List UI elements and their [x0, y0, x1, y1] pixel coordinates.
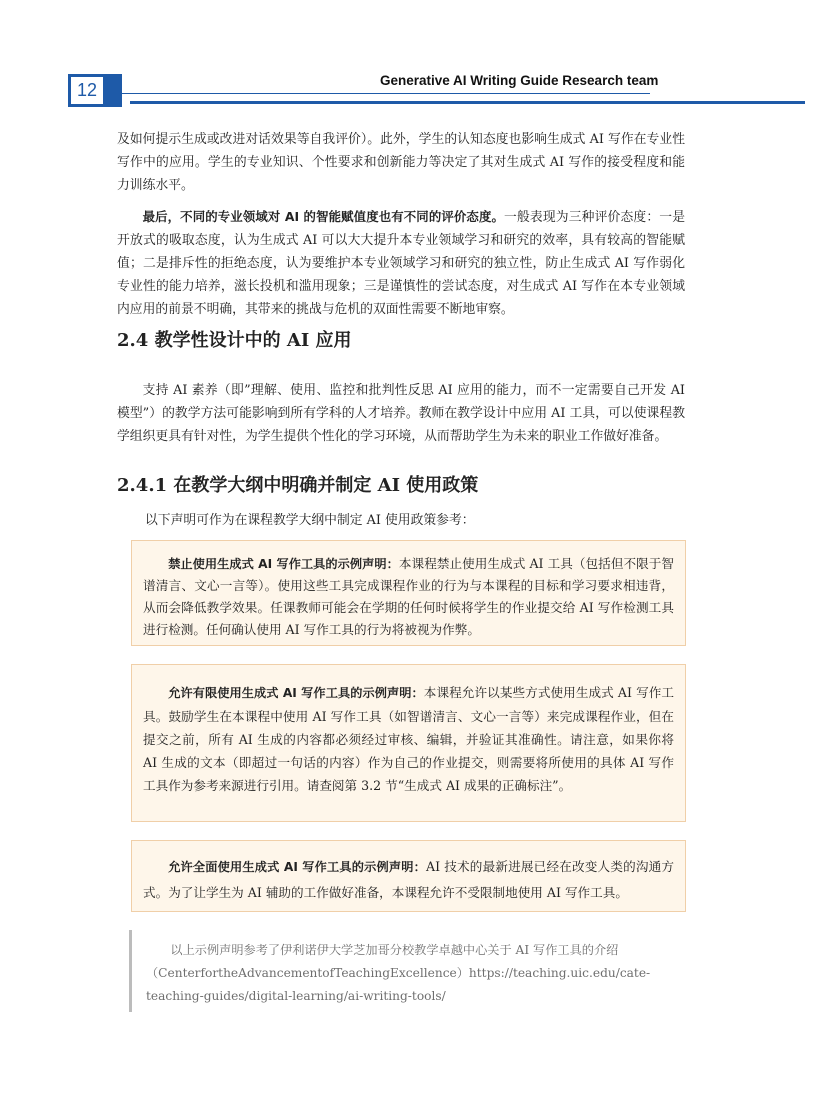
paragraph-evaluation-attitudes: [117, 205, 685, 321]
policy-lead: 允许有限使用生成式 AI 写作工具的示例声明：: [168, 686, 424, 700]
section-paragraph: 支持 AI 素养（即”理解、使用、监控和批判性反思 AI 应用的能力，而不一定需要自己开发 AI 模型”）的教学方法可能影响到所有学科的人才培养。教师在教学设计中应用 AI 工具，可以使课程教学组织更具有针对性，为学生提供个性化的学习环境，从而帮助学生为未来的职业工作做好准备。: [117, 382, 685, 444]
section-heading: 2.4 教学性设计中的 AI 应用: [117, 330, 352, 351]
policy-lead: 允许全面使用生成式 AI 写作工具的示例声明：: [168, 860, 426, 874]
policy-statement: [143, 681, 674, 797]
paragraph-body: 一般表现为三种评价态度：一是开放式的吸取态度，认为生成式 AI 可以大大提升本专业领域学习和研究的效率，具有较高的智能赋值；二是排斥性的拒绝态度，认为要维护本专业领域学习和研究的独立性，防止生成式 AI 写作弱化专业性的能力培养，滋长投机和滥用现象；三是谨慎性的尝试态度，对生成式 AI 写作在本专业领域内应用的前景不明确，其带来的挑战与危机的双面性需要不断地审察。: [117, 210, 686, 317]
policy-text: 本课程禁止使用生成式 AI 工具（包括但不限于智谱清言、文心一言等）。使用这些工具完成课程作业的行为与本课程的目标和学习要求相违背，从而会降低教学效果。任课教师可能会在学期的任何时候将学生的作业提交给 AI 写作检测工具进行检测。任何确认使用 AI 写作工具的行为将被视为作弊。: [143, 556, 675, 637]
policy-statement: [143, 854, 674, 906]
header-divider-thin: [122, 93, 650, 94]
policy-box-limited: [131, 664, 686, 822]
subsection-intro: 以下声明可作为在课程教学大纲中制定 AI 使用政策参考：: [145, 513, 475, 528]
header-divider-thick: [130, 101, 805, 104]
reference-text: 以上示例声明参考了伊利诺伊大学芝加哥分校教学卓越中心关于 AI 写作工具的介绍（CenterfortheAdvancementofTeachingExcellence）https://teaching.uic.edu/cate-teaching-guides/digital-learning/ai-writing-tools/: [146, 943, 651, 1003]
policy-text: AI 技术的最新进展已经在改变人类的沟通方式。为了让学生为 AI 辅助的工作做好准备，本课程允许不受限制地使用 AI 写作工具。: [143, 859, 675, 900]
policy-text: 本课程允许以某些方式使用生成式 AI 写作工具。鼓励学生在本课程中使用 AI 写作工具（如智谱清言、文心一言等）来完成课程作业，但在提交之前，所有 AI 生成的内容都必须经过审核、编辑，并验证其准确性。请注意，如果你将 AI 生成的文本（即超过一句话的内容）作为自己的作业提交，则需要将所使用的具体 AI 写作工具作为参考来源进行引用。请查阅第 3.2 节“生成式 AI 成果的正确标注”。: [143, 685, 675, 793]
paragraph-lead-bold: 最后，不同的专业领域对 AI 的智能赋值度也有不同的评价态度。: [142, 209, 505, 224]
policy-box-prohibit: [131, 540, 686, 646]
policy-box-full: [131, 840, 686, 912]
running-header-title: Generative AI Writing Guide Research team: [380, 73, 659, 88]
subsection-heading: 2.4.1 在教学大纲中明确并制定 AI 使用政策: [117, 475, 479, 496]
policy-lead: 禁止使用生成式 AI 写作工具的示例声明：: [168, 557, 399, 571]
policy-statement: [143, 553, 674, 641]
reference-quote: [129, 930, 689, 1012]
body-text: [117, 128, 685, 321]
paragraph-continuation: 及如何提示生成或改进对话效果等自我评价）。此外，学生的认知态度也影响生成式 AI 写作在专业性写作中的应用。学生的专业知识、个性要求和创新能力等决定了其对生成式 AI 写作的接受程度和能力训练水平。: [117, 132, 685, 193]
page-number-badge: [68, 74, 122, 107]
page-number: 12: [71, 77, 103, 104]
